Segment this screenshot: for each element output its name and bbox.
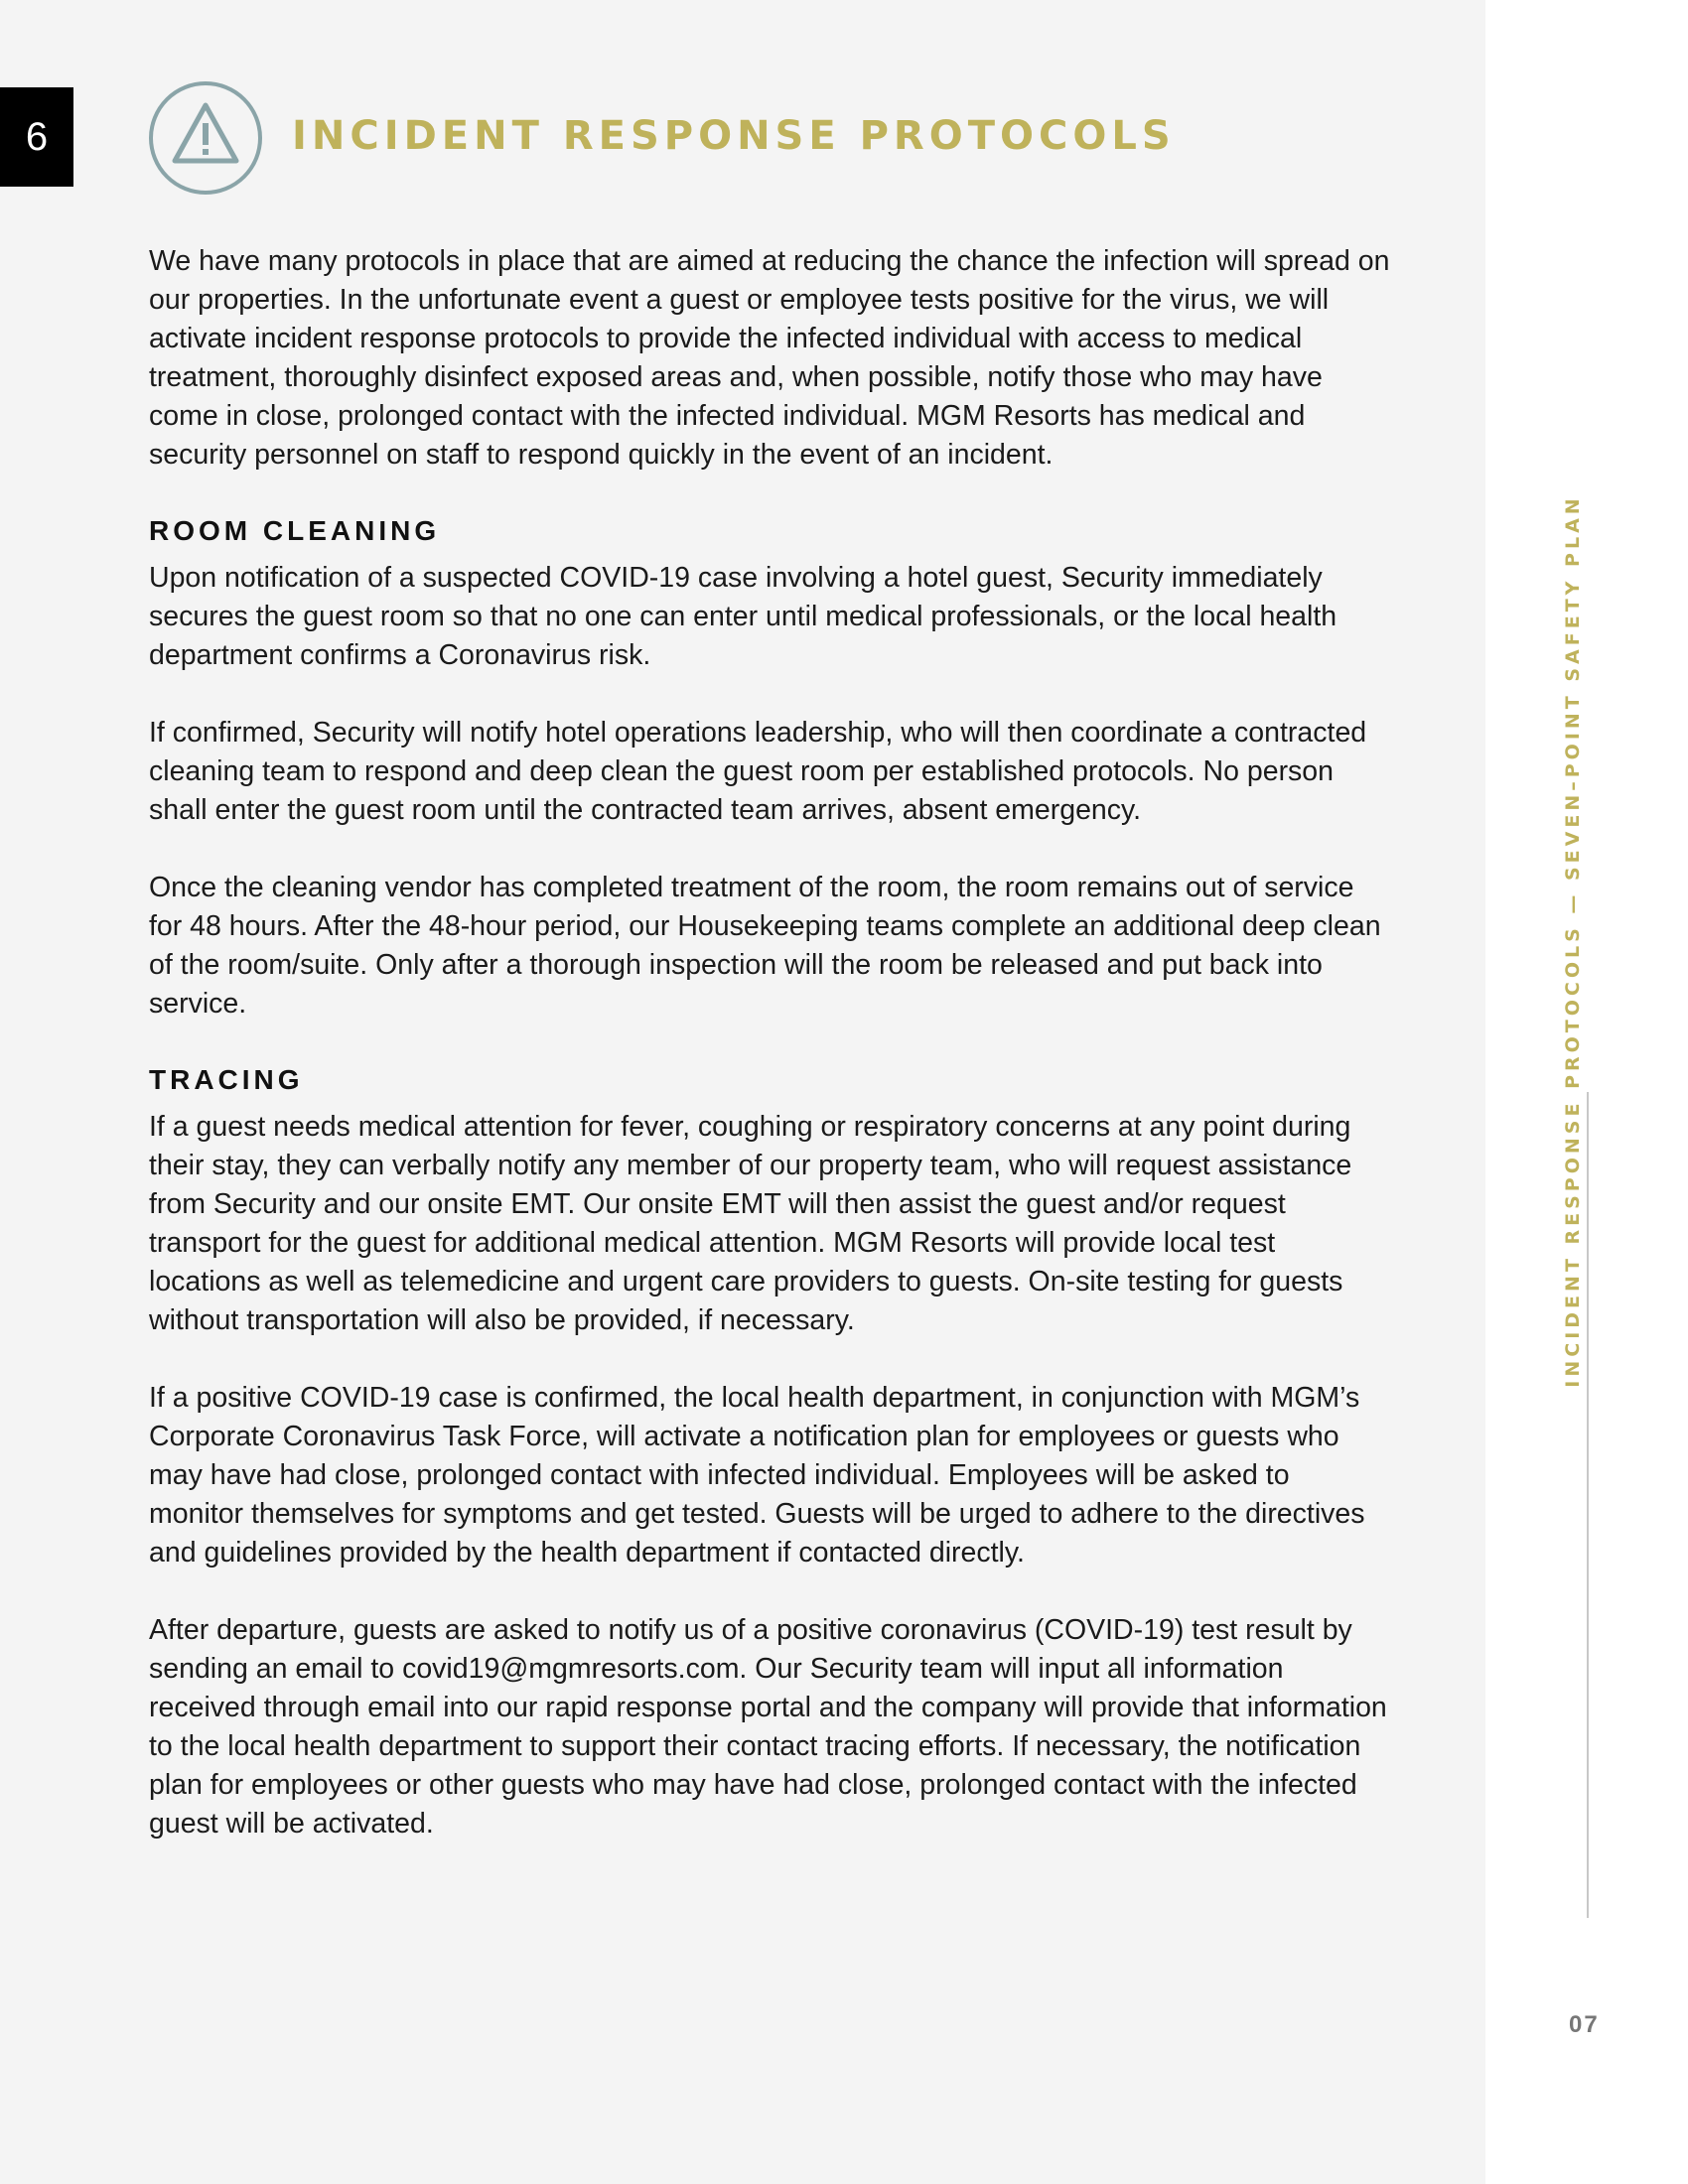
section-number-tab: 6 <box>0 87 73 187</box>
side-running-header: INCIDENT RESPONSE PROTOCOLS — SEVEN–POINT SAFETY PLAN <box>1562 494 1584 1388</box>
intro-paragraph: We have many protocols in place that are aimed at reducing the chance the infection will spread on our properties. In the unfortunate event a guest or employee tests positive for the virus, we will activate incident response protocols to provide the infected individual with access to medical treatment, thoroughly disinfect exposed areas and, when possible, notify those who may have come in close, prolonged contact with the infected individual. MGM Resorts has medical and security personnel on staff to respond quickly in the event of an incident. <box>149 245 1390 471</box>
page-number: 07 <box>1569 2011 1600 2038</box>
tracing-paragraph: After departure, guests are asked to notify us of a positive coronavirus (COVID-19) test result by sending an email to covid19@mgmresorts.com. Our Security team will input all information received through email into our rapid response portal and the company will provide that information to the local health department to support their contact tracing efforts. If necessary, the notification plan for employees or other guests who may have had close, prolonged contact with the infected guest will be activated. <box>149 1614 1387 1840</box>
tracing-paragraph: If a positive COVID-19 case is confirmed, the local health department, in conjunction with MGM’s Corporate Coronavirus Task Force, will activate a notification plan for employees or guests who may have had close, prolonged contact with infected individual. Employees will be asked to monitor themselves for symptoms and get tested. Guests will be urged to adhere to the directives and guidelines provided by the health department if contacted directly. <box>149 1382 1365 1569</box>
tracing-heading: TRACING <box>149 1064 304 1095</box>
side-divider <box>1587 1092 1589 1918</box>
room-cleaning-heading: ROOM CLEANING <box>149 515 441 546</box>
document-body <box>149 242 1390 1882</box>
tracing-paragraph: If a guest needs medical attention for fever, coughing or respiratory concerns at any point during their stay, they can verbally notify any member of our property team, who will request assistance from Security and our onsite EMT. Our onsite EMT will then assist the guest and/or request transport for the guest for additional medical attention. MGM Resorts will provide local test locations as well as telemedicine and urgent care providers to guests. On-site testing for guests without transportation will also be provided, if necessary. <box>149 1111 1352 1336</box>
page-title: INCIDENT RESPONSE PROTOCOLS <box>292 113 1176 159</box>
room-cleaning-paragraph: Once the cleaning vendor has completed treatment of the room, the room remains out of service for 48 hours. After the 48-hour period, our Housekeeping teams complete an additional deep clean of the room/suite. Only after a thorough inspection will the room be released and put back into service. <box>149 872 1381 1020</box>
room-cleaning-paragraph: If confirmed, Security will notify hotel operations leadership, who will then coordinate a contracted cleaning team to respond and deep clean the guest room per established protocols. No person shall enter the guest room until the contracted team arrives, absent emergency. <box>149 717 1367 826</box>
room-cleaning-paragraph: Upon notification of a suspected COVID-19 case involving a hotel guest, Security immediately secures the guest room so that no one can enter until medical professionals, or the local health department confirms a Coronavirus risk. <box>149 562 1337 671</box>
warning-triangle-icon <box>147 79 264 197</box>
